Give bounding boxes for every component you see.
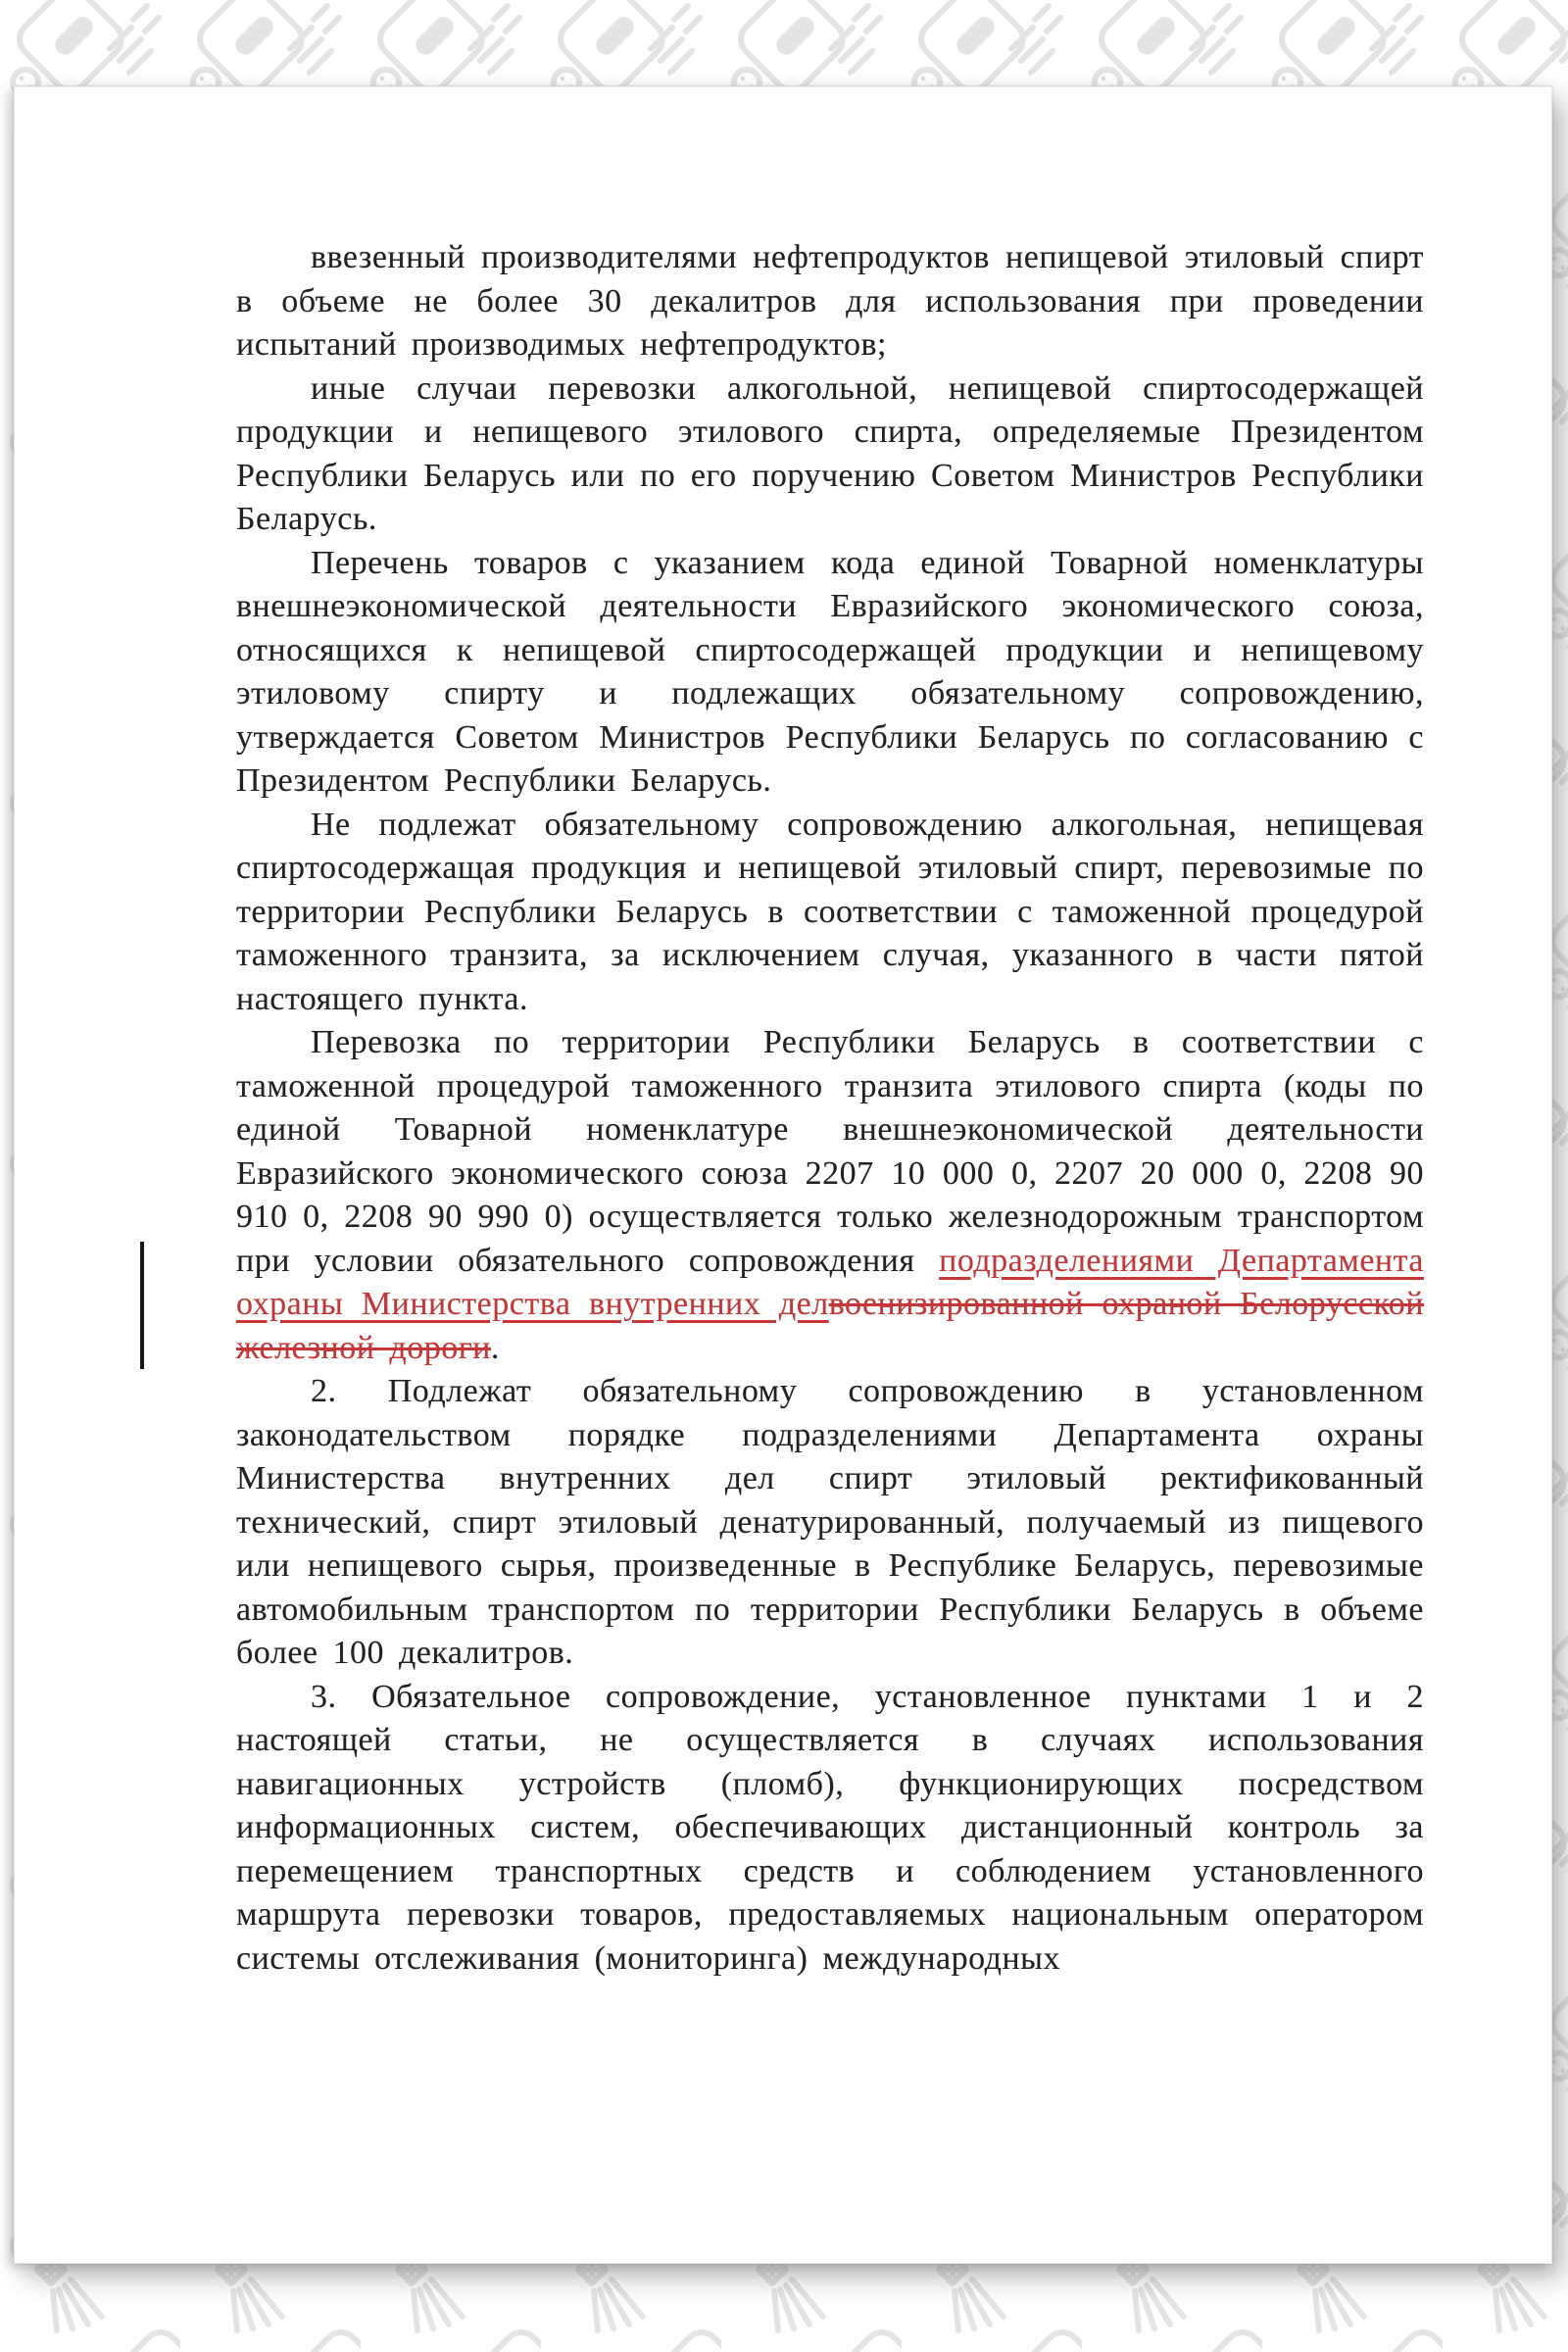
inserted-text: подразделениями Департамента охраны Министерства внутренних дел — [236, 1242, 1424, 1322]
paragraph-point-2: 2. Подлежат обязательному сопровождению в установленном законодательством порядке подразделениями Департамента охраны Министерства внутренних дел спирт этиловый ректификованный технический, спирт этиловый денатурированный, получаемый из пищевого или непищевого сырья, произведенные в Республике Беларусь, перевозимые автомобильным транспортом по территории Республики Беларусь в объеме более 100 декалитров. — [236, 1373, 1424, 1671]
deleted-text: военизированной охраной Белорусской железной дороги — [236, 1286, 1425, 1366]
paragraph-perechen: Перечень товаров с указанием кода единой Товарной номенклатуры внешнеэкономической деятельности Евразийского экономического союза, относящихся к непищевой спиртосодержащей продукции и непищевому этиловому спирту и подлежащих обязательному сопровождению, утверждается Советом Министров Республики Беларусь по согласованию с Президентом Республики Беларусь. — [236, 544, 1424, 799]
paragraph-perevozka-text: Перевозка по территории Республики Беларусь в соответствии с таможенной процедурой таможенного транзита этилового спирта (коды по единой Товарной номенклатуре внешнеэкономической деятельности Евразийского экономического союза 2207 10 000 0, 2207 20 000 0, 2208 90 910 0, 2208 90 990 0) осуществляется только железнодорожным транспортом при условии обязательного сопровождения — [236, 1024, 1424, 1279]
paragraph-list-item-inye: иные случаи перевозки алкогольной, непищевой спиртосодержащей продукции и непищевого этилового спирта, определяемые Президентом Республики Беларусь или по его поручению Советом Министров Республики Беларусь. — [236, 369, 1424, 537]
paragraph-perevozka — [236, 1021, 1424, 1370]
document-content — [236, 236, 1424, 1981]
document-page — [14, 86, 1552, 2264]
paragraph-list-item-spirt: ввезенный производителями нефтепродуктов непищевой этиловый спирт в объеме не более 30 декалитров для использования при проведении испытаний производимых нефтепродуктов; — [236, 239, 1424, 363]
paragraph-point-3: 3. Обязательное сопровождение, установленное пунктами 1 и 2 настоящей статьи, не осуществляется в случаях использования навигационных устройств (пломб), функционирующих посредством информационных систем, обеспечивающих дистанционный контроль за перемещением транспортных средств и соблюдением установленного маршрута перевозки товаров, предоставляемых национальным оператором системы отслеживания (мониторинга) международных — [236, 1678, 1424, 1977]
paragraph-ne-podlezhat: Не подлежат обязательному сопровождению алкогольная, непищевая спиртосодержащая продукция и непищевой этиловый спирт, перевозимые по территории Республики Беларусь в соответствии с таможенной процедурой таможенного транзита, за исключением случая, указанного в части пятой настоящего пункта. — [236, 806, 1424, 1017]
paragraph-perevozka-period: . — [490, 1329, 500, 1366]
revision-change-bar — [140, 1242, 144, 1369]
